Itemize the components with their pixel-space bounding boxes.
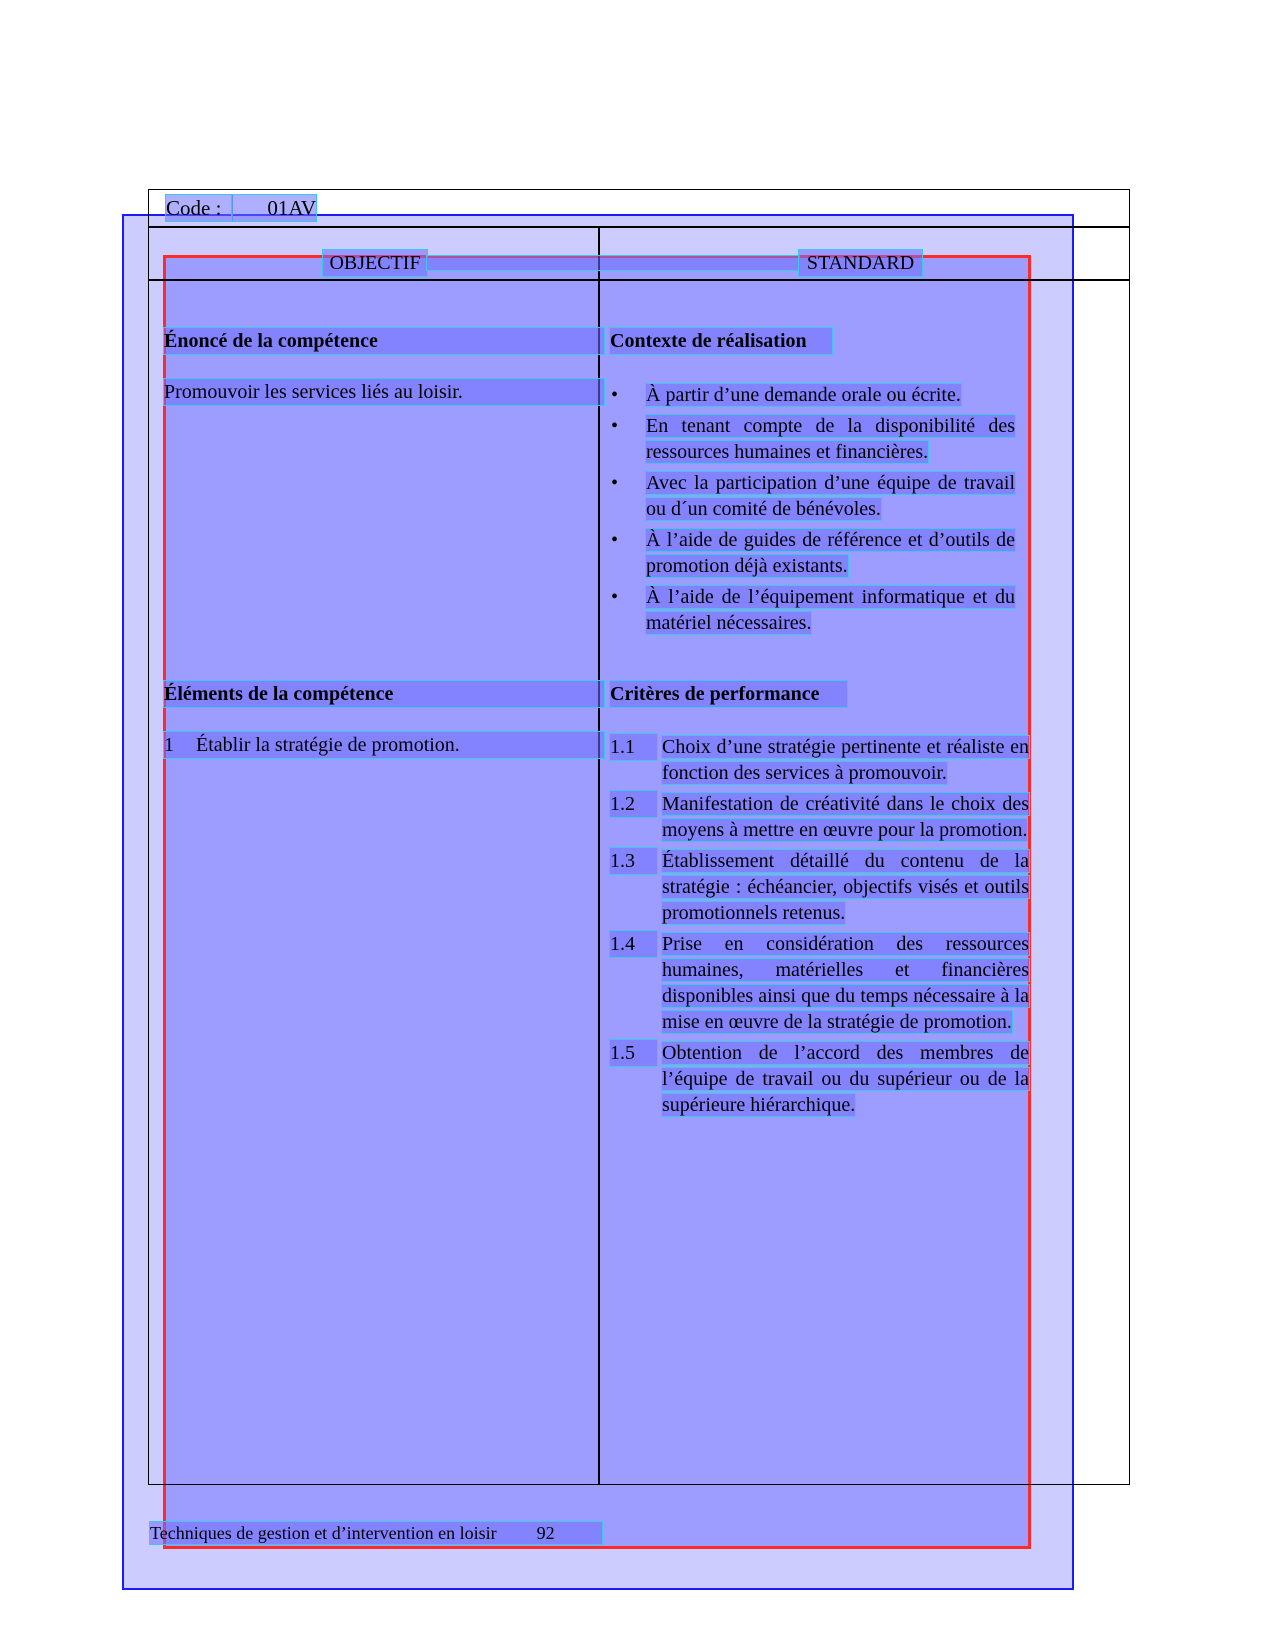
criteria-number: 1.1: [610, 734, 657, 760]
context-item: [609, 584, 1015, 636]
criteria-text: Choix d’une stratégie pertinente et réaliste en fonction des services à promouvoir.: [662, 736, 1029, 784]
context-item: [609, 413, 1015, 465]
bullet-icon: •: [611, 415, 619, 437]
bullet-icon: •: [611, 384, 619, 406]
bullet-icon: •: [611, 529, 619, 551]
context-item-text: À partir d’une demande orale ou écrite.: [646, 384, 961, 406]
code-label: Code :: [166, 195, 232, 221]
bullet-icon: •: [611, 472, 619, 494]
context-heading: Contexte de réalisation: [610, 328, 832, 354]
criteria-text: Établissement détaillé du contenu de la stratégie : échéancier, objectifs visés et outils promotionnels retenus.: [662, 850, 1029, 924]
column-header-divider: [148, 279, 1130, 281]
criteria-text: Prise en considération des ressources humaines, matérielles et financières disponibles ainsi que du temps nécessaire à la mise en œuvre de la stratégie de promotion.: [662, 933, 1029, 1033]
header-divider: [148, 226, 1130, 228]
competency-element-number: 1: [164, 734, 174, 756]
performance-criteria-heading: Critères de performance: [610, 681, 847, 707]
criteria-text: Manifestation de créativité dans le choix des moyens à mettre en œuvre pour la promotion.: [662, 793, 1029, 841]
column-header-objective: OBJECTIF: [323, 250, 427, 276]
competency-statement-heading: Énoncé de la compétence: [164, 328, 604, 354]
context-item: [609, 470, 1015, 522]
criteria-item: [610, 734, 1029, 786]
context-item-text: À l’aide de l’équipement informatique et du matériel nécessaires.: [646, 586, 1015, 634]
context-item-text: À l’aide de guides de référence et d’outils de promotion déjà existants.: [646, 529, 1015, 577]
competency-element-1: [164, 732, 604, 758]
criteria-item: [610, 1040, 1029, 1118]
bullet-icon: •: [611, 586, 619, 608]
criteria-item: [610, 791, 1029, 843]
code-value: 01AV: [232, 195, 316, 221]
column-header-standard: STANDARD: [799, 250, 922, 276]
criteria-number: 1.4: [610, 931, 657, 957]
column-header-band: [427, 256, 799, 270]
competency-element-text: Établir la stratégie de promotion.: [196, 734, 460, 756]
context-item: [609, 527, 1015, 579]
criteria-number: 1.3: [610, 848, 657, 874]
criteria-item: [610, 931, 1029, 1035]
competency-statement-text: Promouvoir les services liés au loisir.: [164, 379, 604, 405]
criteria-text: Obtention de l’accord des membres de l’équipe de travail ou du supérieur ou de la supérieure hiérarchique.: [662, 1042, 1029, 1116]
context-item-text: Avec la participation d’une équipe de travail ou d´un comité de bénévoles.: [646, 472, 1015, 520]
context-item-text: En tenant compte de la disponibilité des ressources humaines et financières.: [646, 415, 1015, 463]
footer-program-name: Techniques de gestion et d’intervention en loisir: [150, 1523, 497, 1543]
footer-page-number: 92: [536, 1523, 555, 1543]
criteria-number: 1.2: [610, 791, 657, 817]
performance-criteria-list: [610, 734, 1029, 1123]
criteria-item: [610, 848, 1029, 926]
criteria-number: 1.5: [610, 1040, 657, 1066]
context-list: [609, 382, 1015, 641]
competency-elements-heading: Éléments de la compétence: [164, 681, 604, 707]
column-divider: [598, 226, 600, 1485]
page-footer: [150, 1522, 602, 1544]
context-item: [609, 382, 1015, 408]
